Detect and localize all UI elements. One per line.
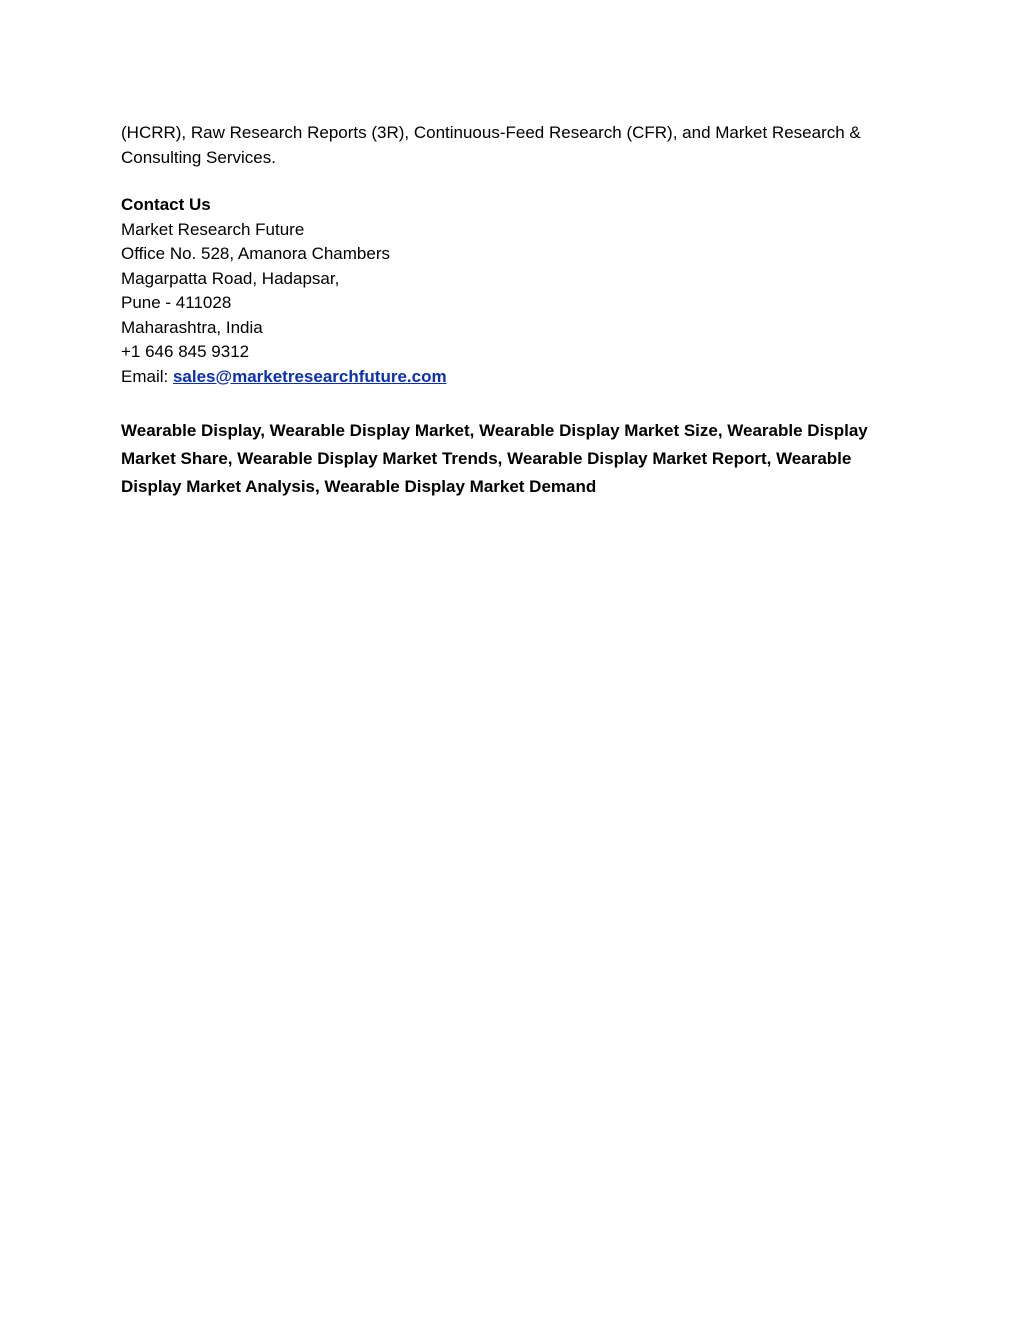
email-row xyxy=(121,365,896,390)
contact-section xyxy=(121,193,896,389)
document-body xyxy=(121,121,896,501)
address-line-3: Pune - 411028 xyxy=(121,293,232,312)
phone-number: +1 646 845 9312 xyxy=(121,342,250,361)
email-label: Email: xyxy=(121,366,173,386)
address-line-1: Office No. 528, Amanora Chambers xyxy=(121,244,390,263)
email-link[interactable]: sales@marketresearchfuture.com xyxy=(172,366,447,386)
contact-heading: Contact Us xyxy=(121,195,211,214)
intro-paragraph: (HCRR), Raw Research Reports (3R), Continuous-Feed Research (CFR), and Market Research & Consulting Services. xyxy=(121,123,861,167)
keywords-paragraph: Wearable Display, Wearable Display Market, Wearable Display Market Size, Wearable Display Market Share, Wearable Display Market Trends, Wearable Display Market Report, Wearable Display Market Analysis, Wearable Display Market Demand xyxy=(121,421,868,496)
address-line-4: Maharashtra, India xyxy=(121,317,263,337)
company-name: Market Research Future xyxy=(121,219,305,239)
address-line-2: Magarpatta Road, Hadapsar, xyxy=(121,268,340,288)
